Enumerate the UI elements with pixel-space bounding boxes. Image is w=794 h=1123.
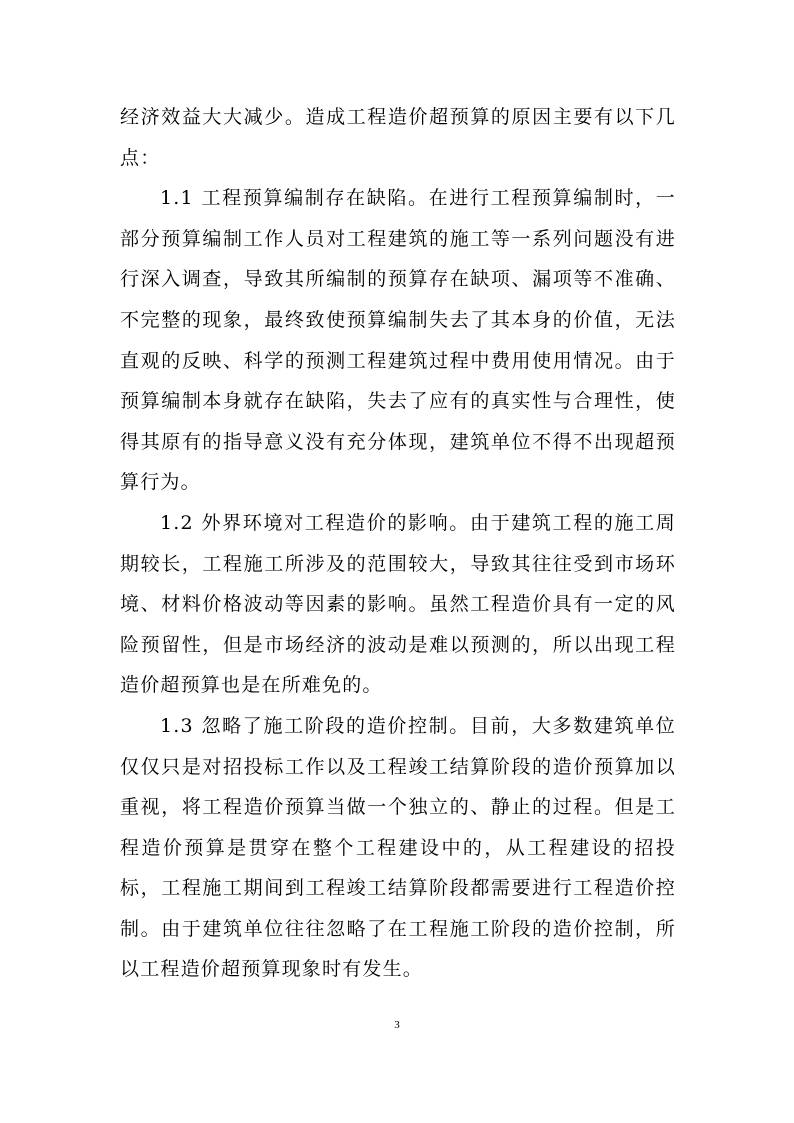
document-body	[120, 97, 676, 990]
paragraph-1-3-construction-stage-control: 1.3 忽略了施工阶段的造价控制。目前，大多数建筑单位仅仅只是对招投标工作以及工程竣工结算阶段的造价预算加以重视，将工程造价预算当做一个独立的、静止的过程。但是工程造价预算是贯穿在整个工程建设中的，从工程建设的招投标，工程施工期间到工程竣工结算阶段都需要进行工程造价控制。由于建筑单位往往忽略了在工程施工阶段的造价控制，所以工程造价超预算现象时有发生。	[120, 714, 676, 981]
paragraph-1-1-budget-defects: 1.1 工程预算编制存在缺陷。在进行工程预算编制时，一部分预算编制工作人员对工程建筑的施工等一系列问题没有进行深入调查，导致其所编制的预算存在缺项、漏项等不准确、不完整的现象，最终致使预算编制失去了其本身的价值，无法直观的反映、科学的预测工程建筑过程中费用使用情况。由于预算编制本身就存在缺陷，失去了应有的真实性与合理性，使得其原有的指导意义没有充分体现，建筑单位不得不出现超预算行为。	[120, 187, 676, 494]
paragraph-continuation: 经济效益大大减少。造成工程造价超预算的原因主要有以下几点：	[120, 106, 676, 169]
paragraph-1-2-external-environment: 1.2 外界环境对工程造价的影响。由于建筑工程的施工周期较长，工程施工所涉及的范围较大，导致其往往受到市场环境、材料价格波动等因素的影响。虽然工程造价具有一定的风险预留性，但是市场经济的波动是难以预测的，所以出现工程造价超预算也是在所难免的。	[120, 511, 676, 697]
page-number: 3	[394, 1019, 400, 1031]
